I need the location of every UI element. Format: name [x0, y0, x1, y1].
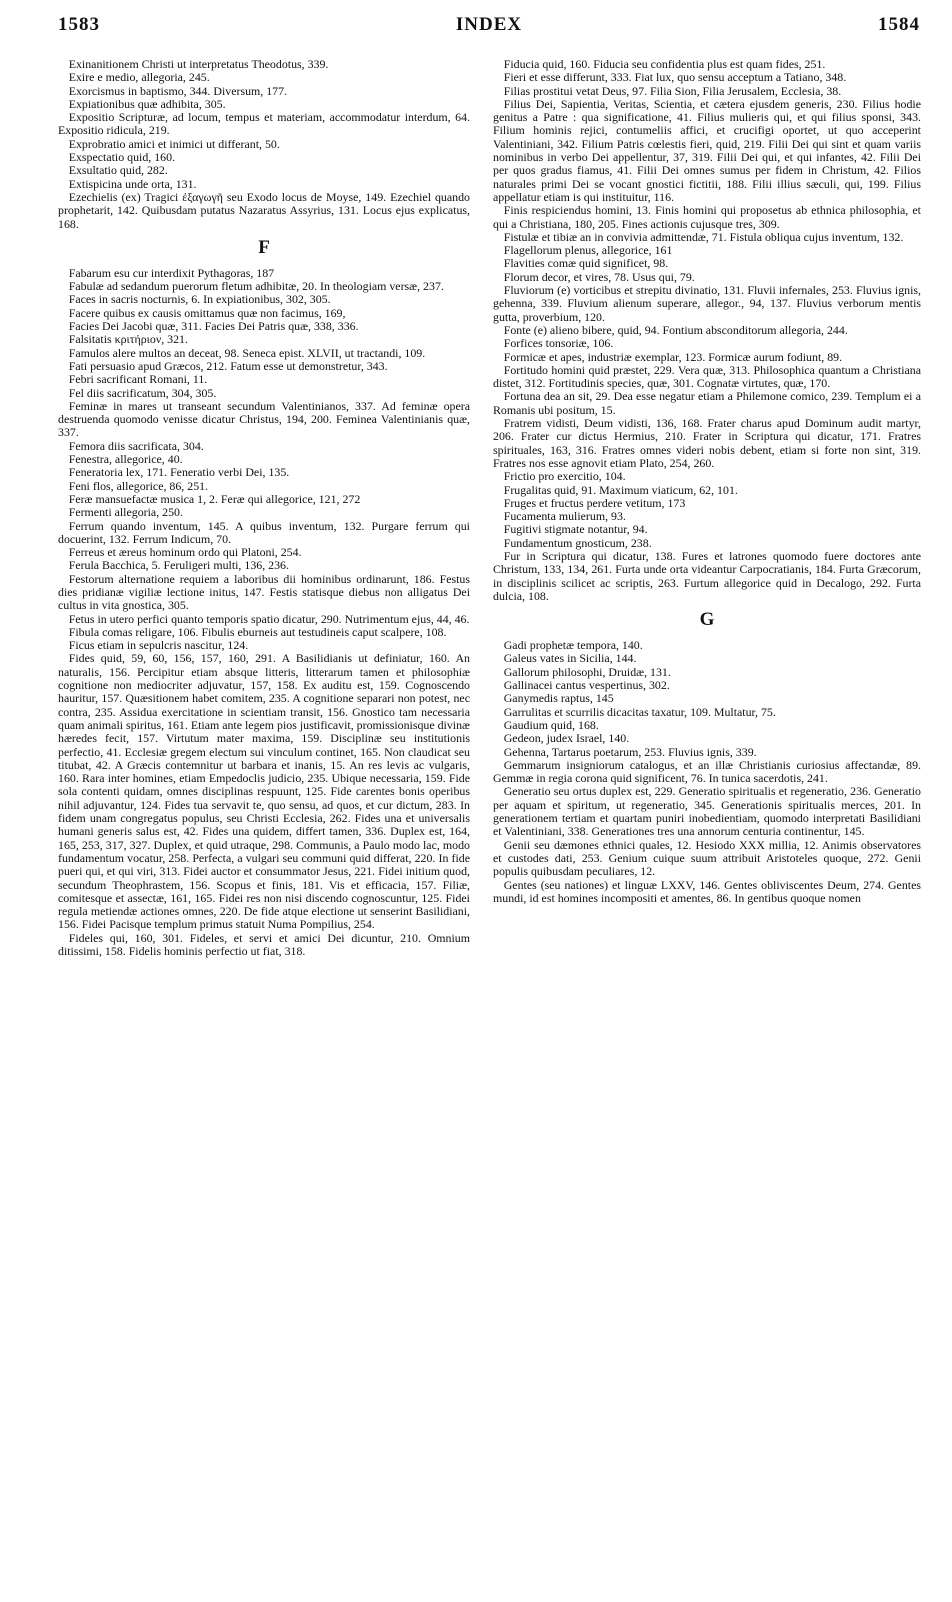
index-entry: Fur in Scriptura qui dicatur, 138. Fures et latrones quomodo fuere doctores ante Christum, 133, 134, 261. Furta unde orta videantur Carpocratianis, 184. Furta Græcorum, in disciplinis scilicet ac scriptis, 263. Furtum allegorice quid in Decalogo, 292. Furta dulcia, 108. [493, 548, 921, 603]
index-entry: Fabulæ ad sedandum puerorum fletum adhibitæ, 20. In theologiam versæ, 237. [68, 279, 444, 294]
index-entry: Garrulitas et scurrilis dicacitas taxatur, 109. Multatur, 75. [503, 704, 776, 719]
index-entry: Expiationibus quæ adhibita, 305. [68, 96, 226, 111]
index-entry: Gehenna, Tartarus poetarum, 253. Fluvius ignis, 339. [503, 744, 757, 759]
index-entry: Expositio Scripturæ, ad locum, tempus et materiam, accommodatur interdum, 64. Expositio ridicula, 219. [58, 110, 470, 138]
index-entry: Feminæ in mares ut transeant secundum Valentinianos, 337. Ad feminæ opera destruenda quomodo venisse dicatur Christus, 194, 200. Feminea Valentinianis quæ, 337. [58, 398, 470, 440]
index-entry: Fortitudo homini quid præstet, 229. Vera quæ, 313. Philosophica quantum a Christiana distet, 312. Fortitudinis species, quæ, 301. Cognatæ virtutes, quæ, 170. [493, 362, 921, 391]
index-entry: Ganymedis raptus, 145 [503, 691, 614, 706]
entries-f-continued-group [493, 58, 921, 603]
page-header [58, 14, 920, 44]
index-entry: Gedeon, judex Israel, 140. [503, 731, 630, 746]
index-entry: Filius Dei, Sapientia, Veritas, Scientia, et cætera ejusdem generis, 230. Filius hodie genitus a Patre : qua significatione, 41. Filius mulieris qui, et qui filius sponsi, 343. Filium hominis rejici, contumeliis affici, et crucifigi oportet, ut quo acceperint Valentiniani, 342. Filium Patris cœlestis fieri, quid, 219. Filii Dei qui sint et quam variis nominibus in verbo Dei appellentur, 37, 319. Filii Dei qui, et qui infantes, 42. Filii Dei per quos gradus fiamus, 41. Filii Dei omnes sumus per fidem in Christum, 42. Filios naturales primi Dei se vocant gnostici fictitii, 188. Filii illius sæculi, qui, 199. Filius appellatur etiam is qui instituitur, 116. [493, 96, 921, 204]
index-entry: Facere quibus ex causis omittamus quæ non facimus, 169, [68, 305, 346, 320]
index-entry: Fenestra, allegorice, 40. [68, 452, 183, 467]
index-entry: Ezechielis (ex) Tragici ἐξαγωγῆ seu Exodo locus de Moyse, 149. Ezechiel quando prophetarit, 142. Quibusdam putatus Nazaratus Assyrius, 131. Locus ejus explicatus, 168. [58, 189, 470, 231]
index-entry: Florum decor, et vires, 78. Usus qui, 79. [503, 269, 695, 284]
index-entry: Gentes (seu nationes) et linguæ LXXV, 146. Gentes obliviscentes Deum, 274. Gentes mundi, id est homines incompositi et amentes, 86. In gentibus quoque nomen [493, 877, 921, 905]
entries-f-group [58, 267, 470, 958]
index-entry: Ferreus et æreus hominum ordo qui Platoni, 254. [68, 545, 302, 560]
index-entry: Gaudium quid, 168. [503, 717, 599, 732]
index-entry: Exprobratio amici et inimici ut differant, 50. [68, 136, 280, 151]
index-entry: Galeus vates in Sicilia, 144. [503, 651, 637, 666]
index-entry: Gallorum philosophi, Druidæ, 131. [503, 664, 671, 679]
section-letter-g: G [699, 609, 715, 631]
index-entry: Fortuna dea an sit, 29. Dea esse negatur etiam a Philemone comico, 239. Templum ei a Romanis ubi positum, 15. [493, 389, 921, 417]
index-entry: Gallinacei cantus vespertinus, 302. [503, 678, 670, 693]
index-entry: Formicæ et apes, industriæ exemplar, 123. Formicæ aurum fodiunt, 89. [503, 349, 843, 364]
index-entry: Flagellorum plenus, allegorice, 161 [503, 243, 673, 258]
index-entry: Fideles qui, 160, 301. Fideles, et servi et amici Dei dicuntur, 210. Omnium ditissimi, 158. Fidelis hominis perfectio ut fiat, 318. [58, 930, 470, 958]
index-entry: Gadi prophetæ tempora, 140. [503, 638, 643, 653]
index-entry: Festorum alternatione requiem a laboribus dii hominibus ordinarunt, 186. Festus dies pridianæ vigiliæ lectione initus, 147. Festis statisque diebus non alligatus Dei cultus in vita gnostica, 305. [58, 571, 470, 613]
index-entry: Feni flos, allegorice, 86, 251. [68, 478, 209, 493]
index-entry: Facies Dei Jacobi quæ, 311. Facies Dei Patris quæ, 338, 336. [68, 319, 359, 334]
index-entry: Ficus etiam in sepulcris nascitur, 124. [68, 638, 249, 653]
index-entry: Feneratoria lex, 171. Feneratio verbi Dei, 135. [68, 465, 290, 480]
index-entry: Genii seu dæmones ethnici quales, 12. Hesiodo XXX millia, 12. Animis observatores et custodes dati, 253. Genium cuique suum attribuit Aristoteles quoque, 272. Genii populis quibusdam peculiares, 12. [493, 837, 921, 879]
index-entry: Exspectatio quid, 160. [68, 150, 176, 165]
index-entry: Fides quid, 59, 60, 156, 157, 160, 291. A Basilidianis ut definiatur, 160. An naturalis, 156. Percipitur etiam absque litteris, litterarum tamen et philosophiæ cognitione non mediocriter adjuvatur, 157, 158. Ex auditu est, 159. Cognoscendo hauritur, 157. Quæsitionem habet comitem, 235. A cognitione separari non potest, nec contra, 235. Assidua exercitatione in scientiam transit, 156. Gnostico tam necessaria quam animali spiritus, 161. Etiam ante legem pios justificavit, promissionisque divinæ hæredes fecit, 157. Virtutum mater maxima, 159. Disciplinæ seu institutionis perfectio, 41. Ecclesiæ gregem electum sui vinculum continet, 165. Non claudicat seu titubat, 42. A Græcis contemnitur ut barbara et inanis, 15. An res levis ac vulgaris, 160. Rara inter homines, etiam Empedoclis judicio, 235. Ubique necessaria, 159. Fide sola contenti quidam, omnes disciplinas respuunt, 125. Fide carentes bonis operibus nihil adjuvantur, 124. Fides tua servavit te, quo sensu, ad quos, et cur dictum, 283. In fidem unam congregatus populus, seu Christi Ecclesia, 262. Fides una et universalis humani generis salus est, 42. Fides una quidem, differt tamen, 336. Duplex est, 164, 165, 253, 317, 327. Duplex, et quid utraque, 298. Communis, a Paulo modo lac, modo fundamentum vocatur, 258. Perfecta, a vulgari seu communi quid differat, 220. In fide pueri qui, et qui viri, 313. Fidei auctor et consummator Jesus, 221. Fidei initium quod, secundum Theophrastem, 156. Scopus et finis, 181. Vis et efficacia, 157. Filiæ, comitesque et assectæ, 161, 165. Fidei res non nisi discendo cognoscuntur, 125. Fidei regula metiendæ actiones omnes, 220. De fide atque electione ut senserint Basilidiani, 156. Fidei Pacisque templum primus statuit Numa Pompilius, 254. [58, 651, 470, 932]
section-letter-f: F [258, 236, 270, 258]
index-entry: Falsitatis κριτήριον, 321. [68, 332, 188, 347]
index-entry: Fati persuasio apud Græcos, 212. Fatum esse ut demonstretur, 343. [68, 358, 388, 373]
index-entry: Fucamenta mulierum, 93. [503, 509, 626, 524]
page-title: INDEX [455, 14, 523, 35]
index-entry: Exsultatio quid, 282. [68, 163, 168, 178]
index-entry: Finis respiciendus homini, 13. Finis homini qui proposetus ab ethnica philosophia, et qui a Christiana, 180, 205. Fines actionis cujusque tres, 309. [493, 203, 921, 231]
index-entry: Fibula comas religare, 106. Fibulis eburneis aut testudineis caput scalpere, 108. [68, 624, 447, 639]
index-entry: Gemmarum insigniorum catalogus, et an illæ Christianis curiosius affectandæ, 89. Gemmæ in regia corona quid significent, 76. In tunica sacerdotis, 241. [493, 757, 921, 786]
index-entry: Filias prostitui vetat Deus, 97. Filia Sion, Filia Jerusalem, Ecclesia, 38. [503, 83, 842, 98]
index-entry: Fruges et fructus perdere vetitum, 173 [503, 495, 686, 510]
index-entry: Flavities comæ quid significet, 98. [503, 256, 669, 271]
index-entry: Fugitivi stigmate notantur, 94. [503, 522, 648, 537]
left-page-number: 1583 [58, 14, 100, 35]
index-entry: Fistulæ et tibiæ an in convivia admittendæ, 71. Fistula obliqua cujus inventum, 132. [503, 229, 904, 244]
index-entry: Extispicina unde orta, 131. [68, 176, 197, 191]
index-entry: Fel diis sacrificatum, 304, 305. [68, 385, 217, 400]
index-entry: Fieri et esse differunt, 333. Fiat lux, quo sensu acceptum a Tatiano, 348. [503, 70, 847, 85]
index-entry: Fonte (e) alieno bibere, quid, 94. Fontium absconditorum allegoria, 244. [503, 322, 848, 337]
index-entry: Exorcismus in baptismo, 344. Diversum, 177. [68, 83, 288, 98]
index-entry: Faces in sacris nocturnis, 6. In expiationibus, 302, 305. [68, 292, 331, 307]
index-entry: Generatio seu ortus duplex est, 229. Generatio spiritualis et regeneratio, 236. Generatio per aquam et spiritum, ut regeneratio, 345. Generationis spiritualis merces, 201. In generationem tertiam et quartam puniri inobedientiam, quomodo interpretati Basilidiani et Valentiniani, 338. Generationes tres una annorum centuria continentur, 145. [493, 784, 921, 839]
index-entry: Frictio pro exercitio, 104. [503, 469, 626, 484]
index-entry: Fluviorum (e) vorticibus et strepitu divinatio, 131. Fluvii infernales, 253. Fluvius ignis, gehenna, 339. Fluvium alienum superare, allegor., 94, 137. Fluvius verborum mentis gutta, proverbium, 120. [493, 283, 921, 324]
right-page-number: 1584 [878, 14, 920, 35]
entries-e-group [58, 58, 470, 231]
index-entry: Femora diis sacrificata, 304. [68, 438, 204, 453]
index-entry: Fratrem vidisti, Deum vidisti, 136, 168. Frater charus apud Dominum audit martyr, 206. Frater cur dictus Hermius, 210. Frater in Scriptura qui dicatur, 171. Fratres spirituales, 163, 316. Fratres omnes videri nobis debent, etiam si forte non sint, 319. Fratres nos esse agnovit etiam Plato, 254, 260. [493, 416, 921, 470]
index-entry: Exire e medio, allegoria, 245. [68, 70, 210, 85]
index-entry: Fiducia quid, 160. Fiducia seu confidentia plus est quam fides, 251. [503, 58, 826, 71]
index-entry: Forfices tonsoriæ, 106. [503, 336, 614, 351]
index-entry: Exinanitionem Christi ut interpretatus Theodotus, 339. [68, 58, 329, 71]
index-entry: Fermenti allegoria, 250. [68, 505, 183, 520]
index-entry: Fabarum esu cur interdixit Pythagoras, 187 [68, 265, 275, 280]
index-entry: Famulos alere multos an deceat, 98. Seneca epist. XLVII, ut tractandi, 109. [68, 345, 426, 360]
entries-g-group [493, 639, 921, 905]
index-entry: Ferrum quando inventum, 145. A quibus inventum, 132. Purgare ferrum qui docuerint, 132. Ferrum Indicum, 70. [58, 518, 470, 546]
index-entry: Ferula Bacchica, 5. Feruligeri multi, 136, 236. [68, 558, 289, 573]
index-entry: Fundamentum gnosticum, 238. [503, 535, 652, 550]
index-entry: Feræ mansuefactæ musica 1, 2. Feræ qui allegorice, 121, 272 [68, 491, 361, 506]
left-column [58, 58, 470, 1596]
right-column [493, 58, 921, 1596]
index-entry: Fetus in utero perfici quanto temporis spatio dicatur, 290. Nutrimentum ejus, 44, 46. [68, 611, 470, 626]
index-entry: Febri sacrificant Romani, 11. [68, 372, 208, 387]
index-entry: Frugalitas quid, 91. Maximum viaticum, 62, 101. [503, 482, 738, 497]
